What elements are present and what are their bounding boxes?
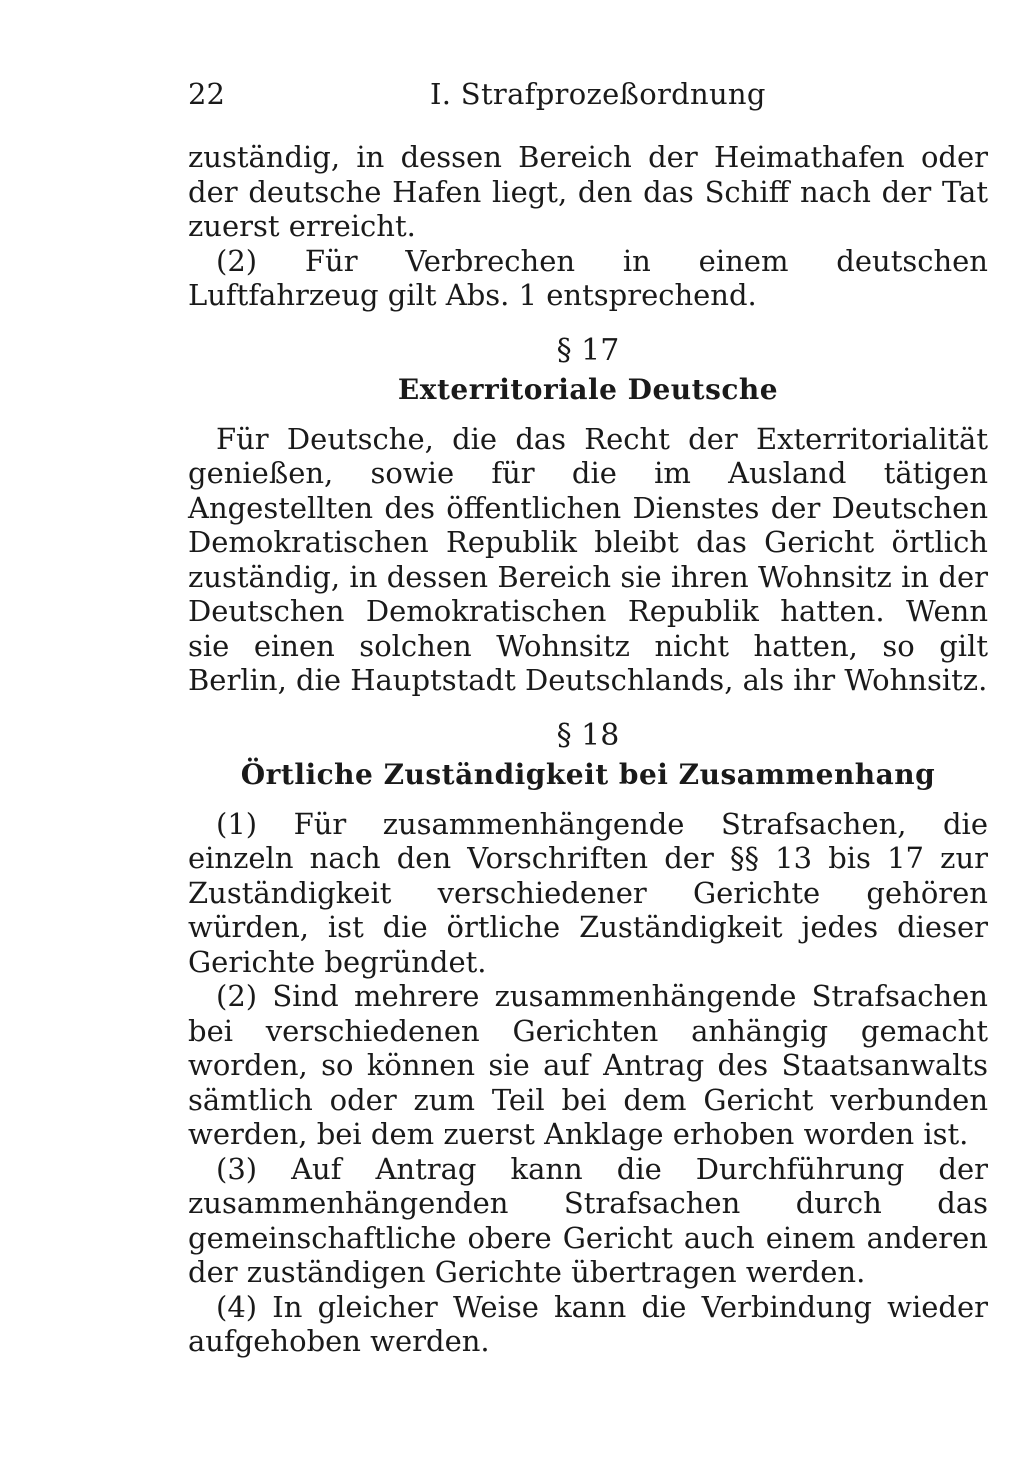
page-number: 22 <box>188 77 225 111</box>
section-paragraph: Für Deutsche, die das Recht der Exterritorialität genießen, sowie für die im Ausland tätigen Angestellten des öffentlichen Dienstes der Deutschen Demokratischen Republik bleibt das Gericht örtlich zuständig, in dessen Bereich sie ihren Wohnsitz in der Deutschen Demokratischen Republik hatten. Wenn sie einen solchen Wohnsitz nicht hatten, so gilt Berlin, die Hauptstadt Deutschlands, als ihr Wohnsitz. <box>188 421 988 697</box>
continuation-paragraph: zuständig, in dessen Bereich der Heimathafen oder der deutsche Hafen liegt, den das Schiff nach der Tat zuerst erreicht. <box>188 140 988 243</box>
section-18 <box>188 718 988 1359</box>
section-number: § 18 <box>556 717 620 753</box>
continuation-paragraph-2: (2) Für Verbrechen in einem deutschen Luftfahrzeug gilt Abs. 1 entsprechend. <box>188 243 988 312</box>
section-paragraph: (2) Sind mehrere zusammenhängende Strafsachen bei verschiedenen Gerichten anhängig gemacht worden, so können sie auf Antrag des Staatsanwalts sämtlich oder zum Teil bei dem Gericht verbunden werden, bei dem zuerst Anklage erhoben worden ist. <box>188 979 988 1151</box>
section-paragraph: (1) Für zusammenhängende Strafsachen, die einzeln nach den Vorschriften der §§ 13 bis 17 zur Zuständigkeit verschiedener Gerichte gehören würden, ist die örtliche Zuständigkeit jedes dieser Gerichte begründet. <box>188 806 988 979</box>
section-title: Örtliche Zuständigkeit bei Zusammenhang <box>240 757 936 791</box>
section-paragraph: (4) In gleicher Weise kann die Verbindung wieder aufgehoben werden. <box>188 1289 988 1358</box>
section-paragraph: (3) Auf Antrag kann die Durchführung der zusammenhängenden Strafsachen durch das gemeinschaftliche obere Gericht auch einem anderen der zuständigen Gerichte übertragen werden. <box>188 1151 988 1289</box>
running-title: I. Strafprozeßordnung <box>430 77 766 111</box>
section-title: Exterritoriale Deutsche <box>397 372 779 406</box>
section-number: § 17 <box>556 332 620 368</box>
page-header <box>188 72 988 116</box>
page-body <box>188 140 988 1359</box>
section-17 <box>188 333 988 698</box>
